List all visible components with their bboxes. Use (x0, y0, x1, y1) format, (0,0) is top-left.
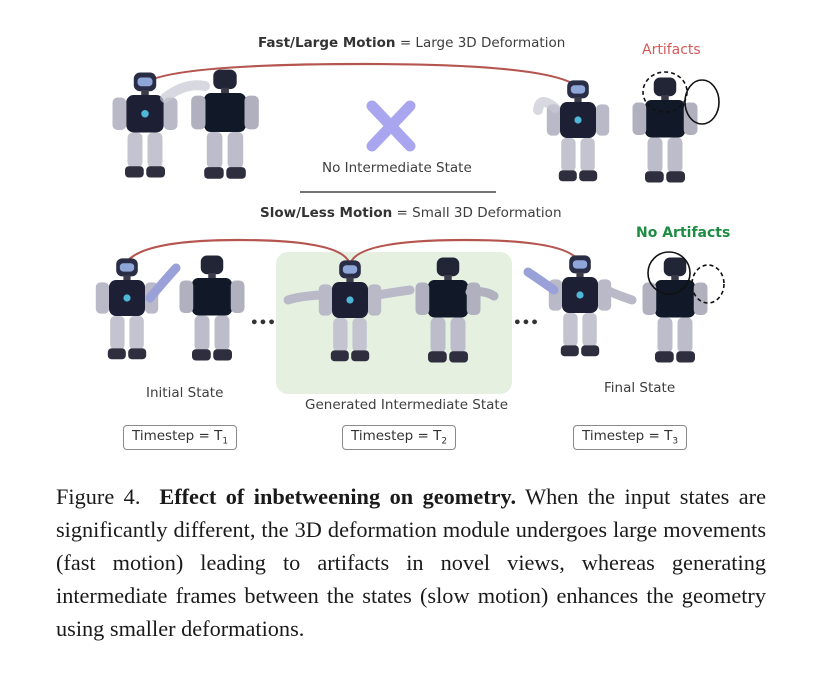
no-artifacts-label: No Artifacts (636, 225, 731, 241)
caption-body: When the input states are significantly different, the 3D deformation module undergoes large movements (fast motion) leading to artifacts in novel views, whereas generating intermediate frames between the states (slow motion) enhances the geometry using smaller deformations. (56, 484, 766, 641)
no-intermediate-label: No Intermediate State (322, 160, 472, 176)
final-state-label: Final State (604, 380, 676, 396)
slow-motion-label: Slow/Less Motion = Small 3D Deformation (260, 205, 562, 221)
initial-state-label: Initial State (146, 385, 224, 401)
fast-motion-label: Fast/Large Motion = Large 3D Deformation (258, 35, 566, 51)
robot-initial-front-top (113, 73, 206, 178)
timestep-box-3: Timestep = $T_3$ (573, 425, 687, 450)
timestep-box-2: Timestep = $T_2$ (342, 425, 456, 450)
ellipsis-left: ••• (250, 315, 276, 331)
ellipsis-right: ••• (513, 315, 539, 331)
caption-title: Effect of inbetweening on geometry. (159, 484, 517, 509)
artifacts-label: Artifacts (642, 42, 701, 58)
robot-final-back (643, 258, 708, 363)
figure-caption (56, 480, 766, 645)
highlight-box (276, 252, 512, 394)
cross-icon (372, 106, 410, 146)
robot-final-front-top (538, 80, 609, 181)
robot-initial-front (96, 258, 176, 359)
artifact-circle-2 (685, 80, 719, 124)
robot-initial-back (180, 256, 245, 361)
robot-final-front (528, 255, 632, 356)
generated-state-label: Generated Intermediate State (305, 397, 509, 413)
timestep-box-1: Timestep = $T_1$ (123, 425, 237, 450)
caption-prefix: Figure 4. (56, 484, 141, 509)
